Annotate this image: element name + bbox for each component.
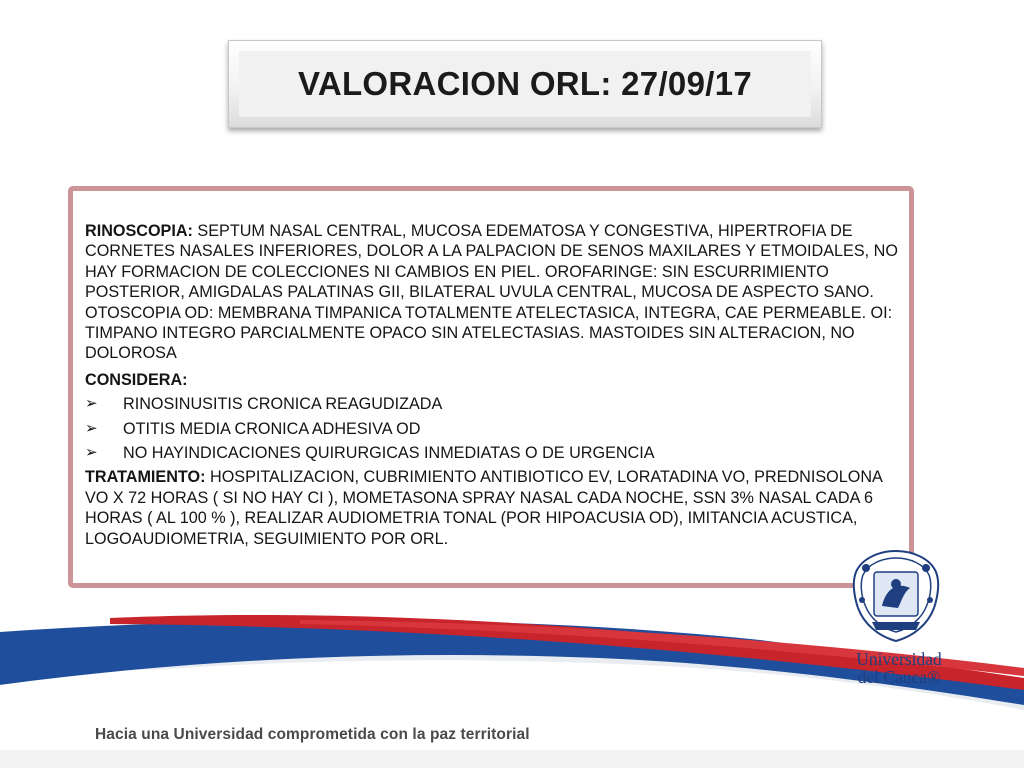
bullet-text: NO HAYINDICACIONES QUIRURGICAS INMEDIATAS O DE URGENCIA [123, 444, 655, 463]
university-name-line2: del Cauca® [857, 667, 941, 687]
list-item [85, 394, 903, 414]
arrow-bullet-icon: ➢ [85, 444, 98, 462]
tratamiento-label: TRATAMIENTO: [85, 468, 206, 487]
footer-shade [0, 750, 1024, 768]
content-body [85, 221, 903, 549]
university-name [849, 650, 949, 686]
slide-title: VALORACION ORL: 27/09/17 [297, 65, 753, 102]
arrow-bullet-icon: ➢ [85, 419, 98, 437]
rinoscopia-text: SEPTUM NASAL CENTRAL, MUCOSA EDEMATOSA Y CONGESTIVA, HIPERTROFIA DE CORNETES NASALES INFERIORES, DOLOR A LA PALPACION DE SENOS MAXILARES Y ETMOIDALES, NO HAY FORMACION DE COLECCIONES NI CAMBIOS EN PIEL. OROFARINGE: SIN ESCURRIMIENTO POSTERIOR, AMIGDALAS PALATINAS GII, BILATERAL UVULA CENTRAL, MUCOSA DE ASPECTO SANO. OTOSCOPIA OD: MEMBRANA TIMPANICA TOTALMENTE ATELECTASICA, INTEGRA, CAE PERMEABLE. OI: TIMPANO INTEGRO PARCIALMENTE OPACO SIN ATELECTASIAS. MASTOIDES SIN ALTERACION, NO DOLOROSA [85, 222, 898, 363]
tratamiento-paragraph [85, 467, 903, 549]
rinoscopia-paragraph [85, 221, 903, 364]
tratamiento-text: HOSPITALIZACION, CUBRIMIENTO ANTIBIOTICO EV, LORATADINA VO, PREDNISOLONA VO X 72 HORAS ( SI NO HAY CI ), MOMETASONA SPRAY NASAL CADA NOCHE, SSN 3% NASAL CADA 6 HORAS ( AL 100 % ), REALIZAR AUDIOMETRIA TONAL (POR HIPOACUSIA OD), IMITANCIA ACUSTICA, LOGOAUDIOMETRIA, SEGUIMIENTO POR ORL. [85, 468, 882, 548]
content-frame [68, 186, 914, 588]
list-item [85, 443, 903, 463]
list-item [85, 419, 903, 439]
footer-slogan: Hacia una Universidad comprometida con la paz territorial [95, 726, 530, 743]
title-banner [228, 40, 822, 128]
university-name-line1: Universidad [856, 649, 942, 669]
arrow-bullet-icon: ➢ [85, 395, 98, 413]
rinoscopia-label: RINOSCOPIA: [85, 222, 193, 240]
considera-label: CONSIDERA: [85, 370, 188, 389]
bullet-text: OTITIS MEDIA CRONICA ADHESIVA OD [123, 419, 421, 438]
university-seal-icon [852, 548, 940, 644]
bullet-text: RINOSINUSITIS CRONICA REAGUDIZADA [123, 395, 443, 414]
